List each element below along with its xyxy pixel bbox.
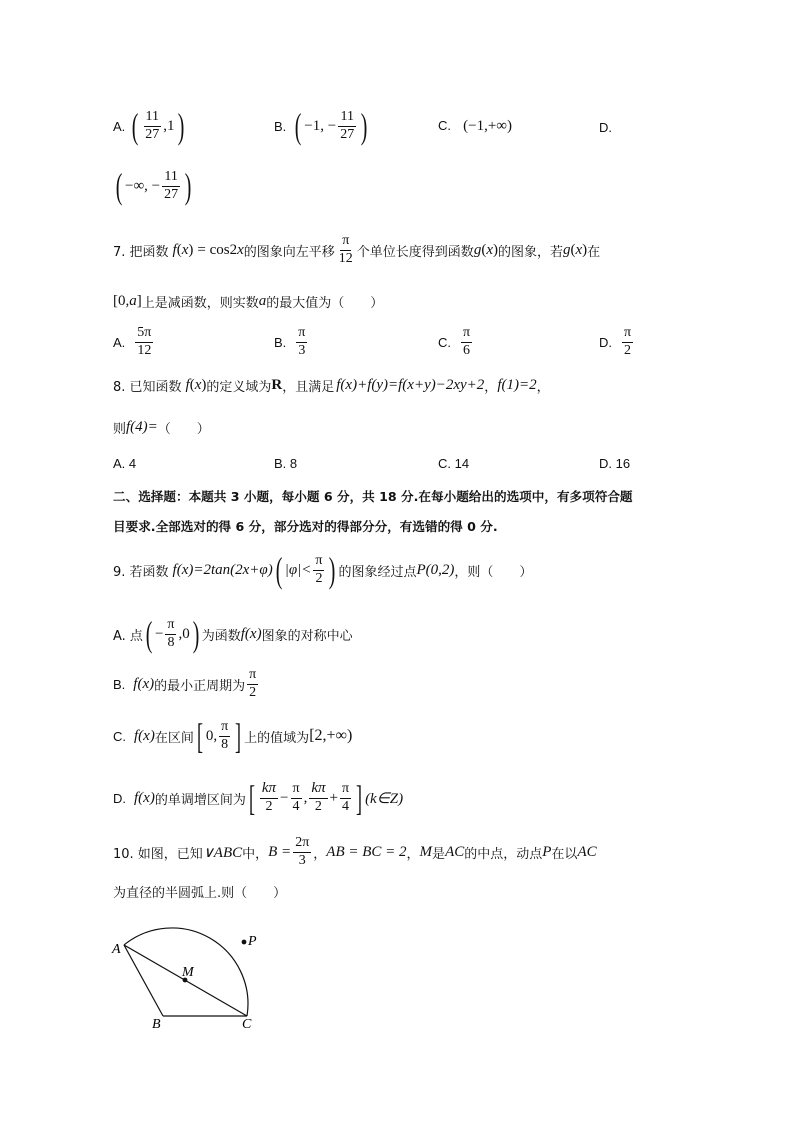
q8-option-c: C. 14 [438,456,470,471]
q9-option-c: C. f(x) 在区间 [ 0, $\frac{\pi}{8}$ ] 上的值域为 [2,+∞) [113,716,353,756]
fraction: $\frac{\pi}{2}$ [249,667,257,700]
fraction: $\frac{\pi}{6}$ [463,325,471,358]
fraction: $\frac{k\pi}{2}$ [311,780,326,815]
section-heading-line2: 目要求.全部选对的得 6 分，部分选对的得部分分，有选错的得 0 分. [113,519,498,534]
label-a: A [112,942,121,957]
fraction: $\frac{\pi}{4}$ [341,780,350,814]
option-label: B. [274,118,287,134]
option-label: A. [113,118,126,134]
q8-option-b: B. 8 [274,456,298,471]
q6-option-c: C. (−1,+∞) [438,118,512,134]
q7-option-b: B. $\frac{\pi}{3}$ [274,325,306,358]
fraction: $\frac{11}{27}$ [145,108,160,142]
section-heading-line1: 二、选择题：本题共 3 小题，每小题 6 分，共 18 分.在每小题给出的选项中，有多项符合题 [113,489,633,504]
q10-line1: 10. 如图，已知 ∨ABC 中， B = $\frac{2\pi}{3}$ ， AB = BC = 2 ， M 是 AC 的中点，动点 P 在以 AC [113,835,597,868]
option-label: D. [599,120,612,135]
q9-stem: 9. 若函数 f(x)=2tan(2x+φ) ( |φ|< $\frac{\pi}{2}$ ) 的图象经过点 P(0,2) ，则（ ） [113,550,533,590]
label-b: B [152,1017,161,1030]
q9-option-a: A. 点 ( − $\frac{\pi}{8}$ ,0 ) 为函数 f(x) 图象的对称中心 [113,614,353,654]
fraction: $\frac{11}{27}$ [340,108,355,142]
q9-option-d: D. f(x) 的单调增区间为 [ $\frac{k\pi}{2}$ − $\frac{\pi}{4}$ , $\frac{k\pi}{2}$ + $\frac{\pi}{4}$ ] (k∈Z) [113,778,404,818]
label-c: C [242,1017,252,1030]
fraction: $\frac{\pi}{3}$ [298,325,306,358]
option-label: C. [438,118,451,133]
geometry-figure [108,905,278,1030]
q7-line1: 7. 把函数 f ( x ) = cos2 x 的图象向左平移 $\frac{\pi}{12}$ 个单位长度得到函数 g ( x ) 的图象，若 g ( x ) 在 [113,233,601,266]
q8-line2: 则 f(4)= （ ） [113,419,210,437]
fraction: $\frac{k\pi}{2}$ [261,780,277,815]
fraction: $\frac{2\pi}{3}$ [295,835,310,868]
label-m: M [182,965,194,980]
fraction: $\frac{5\pi}{12}$ [137,325,152,358]
fraction: $\frac{\pi}{2}$ [624,325,632,358]
q6-option-d-value: ( −∞, − $\frac{11}{27}$ ) [115,166,192,206]
label-p: P [248,934,257,949]
q6-option-d [599,120,612,136]
fraction: $\frac{\pi}{2}$ [315,552,323,586]
q7-option-a: A. $\frac{5\pi}{12}$ [113,325,152,358]
point-p [242,940,247,945]
fraction: $\frac{11}{27}$ [164,168,179,202]
q10-line2: 为直径的半圆弧上.则（ ） [113,886,287,901]
q7-option-d: D. $\frac{\pi}{2}$ [599,325,632,358]
q7-line2: [0, a ] 上是减函数，则实数 a 的最大值为（ ） [113,293,384,311]
q8-line1: 8. 已知函数 f ( x ) 的定义域为 R ，且满足 f(x)+f(y)=f(x+y)−2xy+2 ， f(1)=2 ， [113,377,550,395]
q6-option-b: B. ( −1, − $\frac{11}{27}$ ) [274,106,368,146]
q7-option-c: C. $\frac{\pi}{6}$ [438,325,471,358]
fraction: $\frac{\pi}{4}$ [292,780,300,814]
q8-option-d: D. 16 [599,456,631,471]
q9-option-b: B. f(x) 的最小正周期为 $\frac{\pi}{2}$ [113,667,257,700]
q8-option-a: A. 4 [113,456,137,471]
q6-option-a: A. ( $\frac{11}{27}$ ,1 ) [113,106,184,146]
fraction: $\frac{\pi}{8}$ [221,718,229,752]
fraction: $\frac{\pi}{12}$ [338,233,353,266]
fraction: $\frac{\pi}{8}$ [167,616,175,650]
